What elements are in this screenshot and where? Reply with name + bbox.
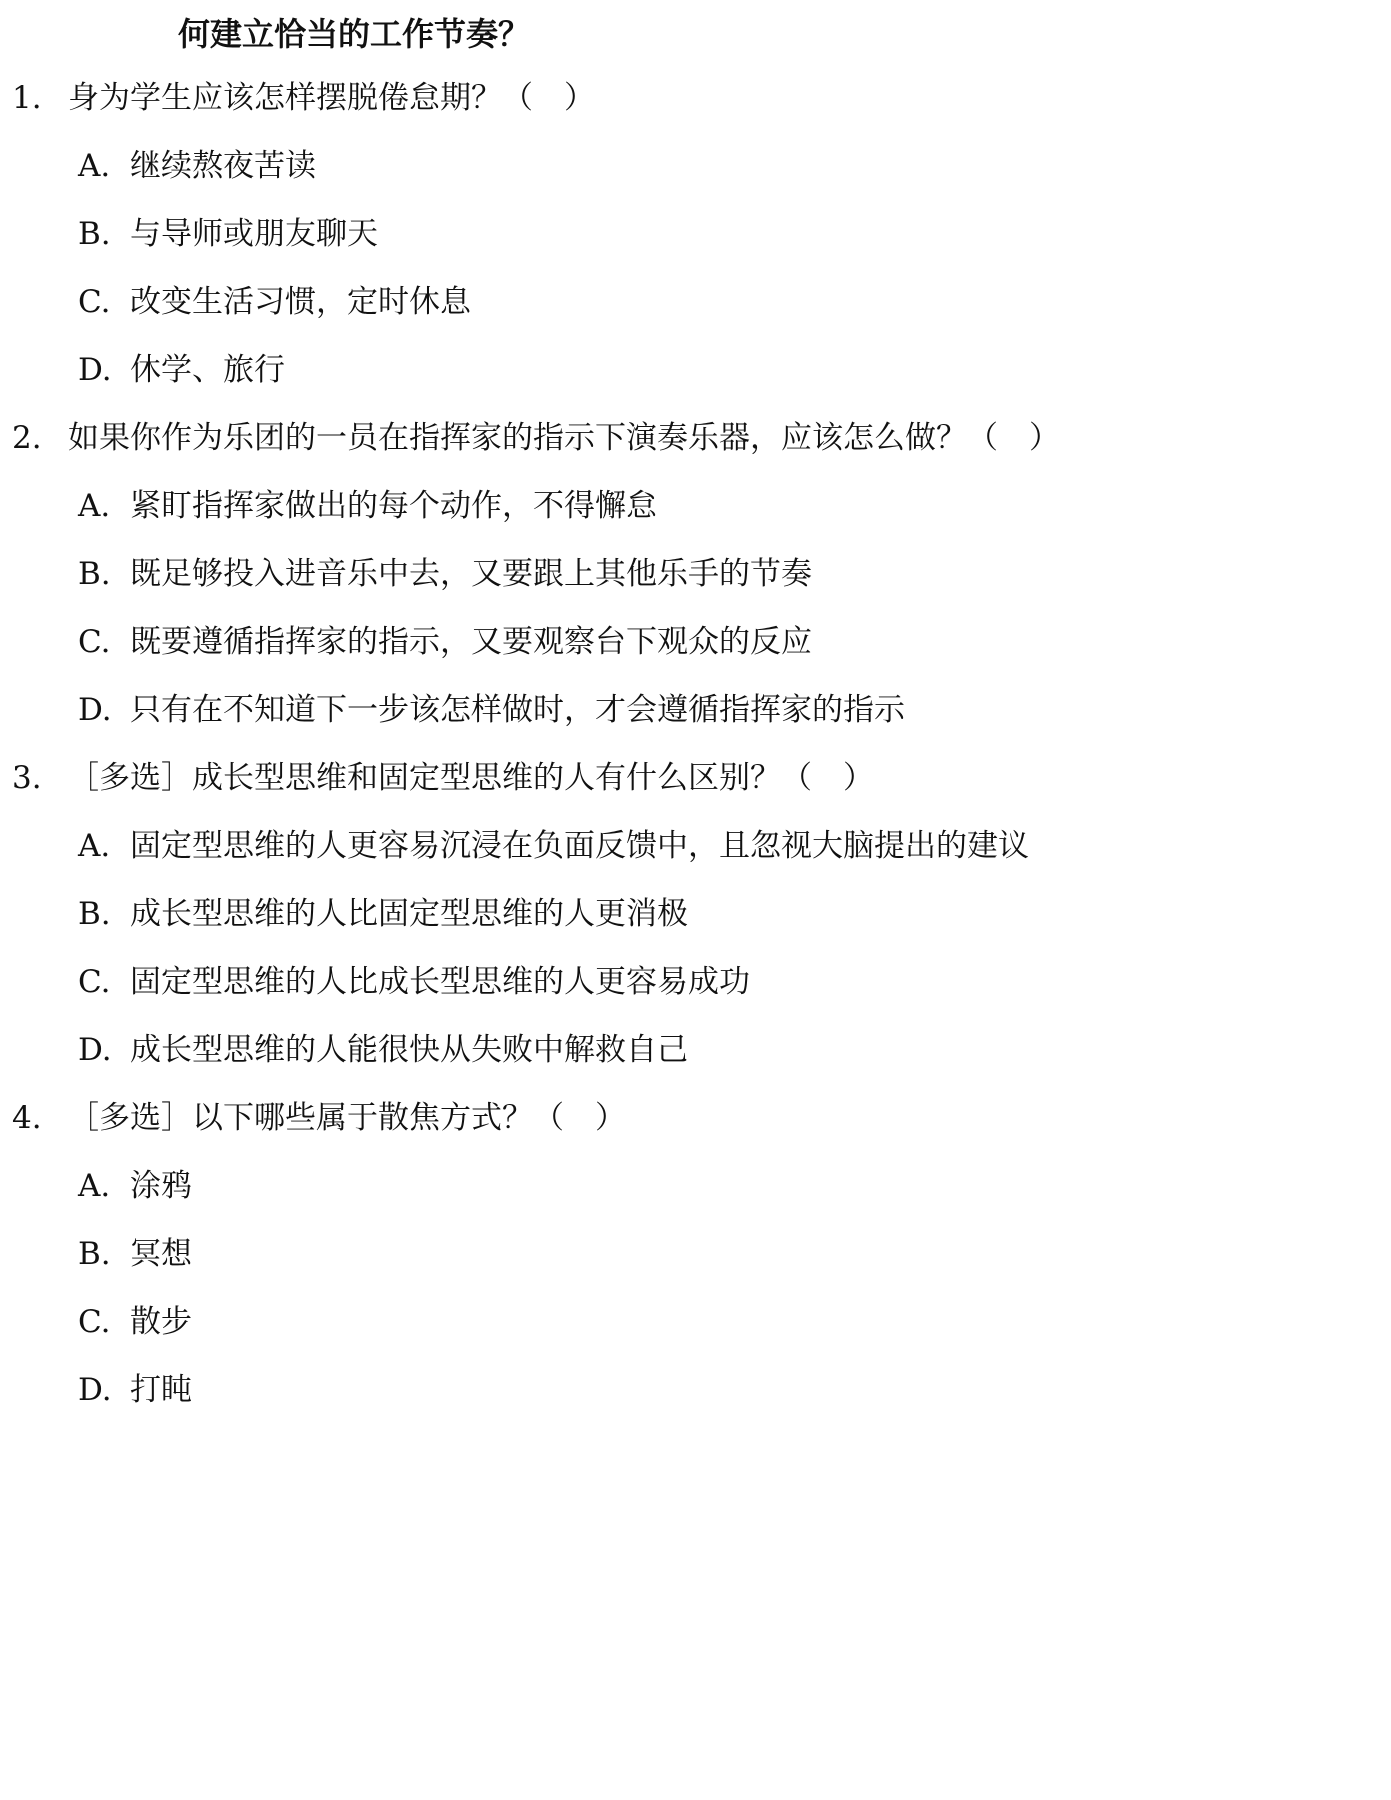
question-2-option-a[interactable]: [78, 482, 657, 530]
question-1-option-c[interactable]: [78, 278, 471, 326]
option-letter: C.: [78, 964, 111, 1000]
option-text: 冥想: [130, 1236, 192, 1272]
question-4-option-d[interactable]: [78, 1366, 192, 1414]
question-2-option-b[interactable]: [78, 550, 812, 598]
question-1-option-d[interactable]: [78, 346, 285, 394]
option-text: 成长型思维的人比固定型思维的人更消极: [130, 896, 688, 932]
question-text: ［多选］以下哪些属于散焦方式？（ ）: [68, 1100, 626, 1136]
option-text: 与导师或朋友聊天: [130, 216, 378, 252]
option-letter: D.: [78, 1032, 112, 1068]
option-letter: A.: [78, 488, 111, 524]
question-1-option-b[interactable]: [78, 210, 378, 258]
question-text: 如果你作为乐团的一员在指挥家的指示下演奏乐器，应该怎么做？（ ）: [68, 420, 1060, 456]
option-text: 继续熬夜苦读: [130, 148, 316, 184]
question-4-option-a[interactable]: [78, 1162, 192, 1210]
option-text: 既足够投入进音乐中去，又要跟上其他乐手的节奏: [130, 556, 812, 592]
option-letter: D.: [78, 692, 112, 728]
option-letter: A.: [78, 1168, 111, 1204]
option-letter: C.: [78, 624, 111, 660]
question-3-option-c[interactable]: [78, 958, 750, 1006]
question-number: 2.: [12, 420, 42, 456]
option-letter: B.: [78, 216, 111, 252]
question-2: [12, 414, 1060, 462]
question-4-option-b[interactable]: [78, 1230, 192, 1278]
option-text: 固定型思维的人比成长型思维的人更容易成功: [130, 964, 750, 1000]
question-text: 身为学生应该怎样摆脱倦怠期？（ ）: [68, 80, 595, 116]
option-text: 散步: [130, 1304, 192, 1340]
question-3-option-b[interactable]: [78, 890, 688, 938]
option-text: 成长型思维的人能很快从失败中解救自己: [130, 1032, 688, 1068]
option-text: 既要遵循指挥家的指示，又要观察台下观众的反应: [130, 624, 812, 660]
option-text: 涂鸦: [130, 1168, 192, 1204]
option-letter: D.: [78, 1372, 112, 1408]
option-letter: B.: [78, 1236, 111, 1272]
question-3-option-d[interactable]: [78, 1026, 688, 1074]
question-text: ［多选］成长型思维和固定型思维的人有什么区别？（ ）: [68, 760, 874, 796]
question-4: [12, 1094, 626, 1142]
option-letter: B.: [78, 896, 111, 932]
question-3: [12, 754, 874, 802]
option-text: 固定型思维的人更容易沉浸在负面反馈中，且忽视大脑提出的建议: [130, 828, 1029, 864]
page-title: 何建立恰当的工作节奏？: [178, 15, 531, 53]
question-number: 1.: [12, 80, 42, 116]
option-letter: D.: [78, 352, 112, 388]
option-letter: C.: [78, 284, 111, 320]
option-text: 打盹: [130, 1372, 192, 1408]
question-number: 4.: [12, 1100, 42, 1136]
question-4-option-c[interactable]: [78, 1298, 192, 1346]
question-1: [12, 74, 595, 122]
question-1-option-a[interactable]: [78, 142, 316, 190]
question-number: 3.: [12, 760, 42, 796]
option-letter: C.: [78, 1304, 111, 1340]
option-text: 休学、旅行: [130, 352, 285, 388]
question-2-option-d[interactable]: [78, 686, 905, 734]
option-text: 紧盯指挥家做出的每个动作，不得懈怠: [130, 488, 657, 524]
question-2-option-c[interactable]: [78, 618, 812, 666]
option-text: 改变生活习惯，定时休息: [130, 284, 471, 320]
question-3-option-a[interactable]: [78, 822, 1029, 870]
option-letter: A.: [78, 828, 111, 864]
option-letter: B.: [78, 556, 111, 592]
option-letter: A.: [78, 148, 111, 184]
option-text: 只有在不知道下一步该怎样做时，才会遵循指挥家的指示: [130, 692, 905, 728]
